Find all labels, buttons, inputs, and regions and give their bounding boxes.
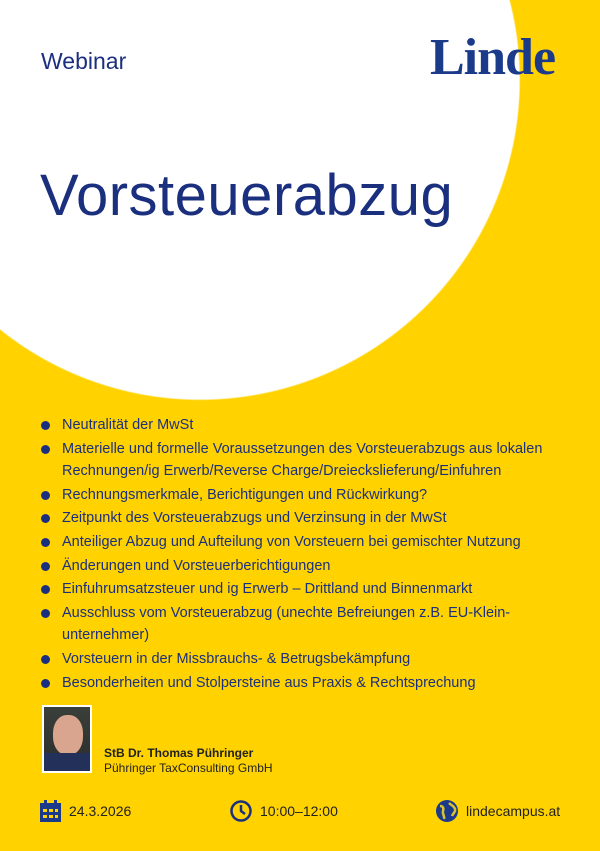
event-time bbox=[230, 800, 338, 822]
clock-icon bbox=[230, 800, 252, 822]
list-item bbox=[40, 484, 570, 507]
speaker-face bbox=[53, 715, 83, 755]
website-link[interactable]: lindecampus.at bbox=[466, 803, 561, 819]
website bbox=[436, 800, 560, 822]
time-text: 10:00–12:00 bbox=[260, 803, 338, 819]
topic-text: Materielle und formelle Voraussetzungen des Vorsteuerabzugs aus lokalen Rechnungen/ig Erwerb/Reverse Charge/Dreieckslieferung/Einfuhren bbox=[62, 440, 543, 480]
bullet-icon bbox=[41, 491, 50, 500]
topic-text: Besonderheiten und Stolpersteine aus Praxis & Rechtsprechung bbox=[62, 674, 476, 691]
list-item bbox=[40, 531, 570, 554]
list-item bbox=[40, 602, 570, 647]
linde-logo: Linde bbox=[430, 29, 556, 86]
topic-text: Einfuhrumsatzsteuer und ig Erwerb – Drittland und Binnenmarkt bbox=[62, 581, 473, 598]
event-date bbox=[40, 800, 131, 822]
list-item bbox=[40, 507, 570, 530]
list-item bbox=[40, 414, 570, 437]
list-item bbox=[40, 648, 570, 671]
bullet-icon bbox=[41, 585, 50, 594]
calendar-icon bbox=[40, 800, 61, 822]
topic-text: Anteiliger Abzug und Aufteilung von Vorsteuern bei gemischter Nutzung bbox=[62, 533, 521, 550]
globe-icon bbox=[436, 800, 458, 822]
bullet-icon bbox=[41, 421, 50, 430]
bullet-icon bbox=[41, 679, 50, 688]
speaker-name: StB Dr. Thomas Pühringer bbox=[104, 746, 254, 760]
date-text: 24.3.2026 bbox=[69, 803, 132, 819]
topic-text: Zeitpunkt des Vorsteuerabzugs und Verzinsung in der MwSt bbox=[62, 510, 447, 527]
speaker-info bbox=[104, 746, 273, 776]
topic-text: Neutralität der MwSt bbox=[62, 417, 194, 433]
speaker-photo bbox=[42, 705, 92, 773]
topic-text: Änderungen und Vorsteuerberichtigungen bbox=[62, 557, 331, 574]
bullet-icon bbox=[41, 655, 50, 664]
topic-list bbox=[40, 414, 570, 695]
speaker-shirt bbox=[44, 753, 90, 771]
bullet-icon bbox=[41, 445, 50, 454]
topic-text: Vorsteuern in der Missbrauchs- & Betrugsbekämpfung bbox=[62, 650, 411, 667]
bullet-icon bbox=[41, 514, 50, 523]
bullet-icon bbox=[41, 538, 50, 547]
bullet-icon bbox=[41, 562, 50, 571]
page-title: Vorsteuerabzug bbox=[40, 163, 454, 228]
list-item bbox=[40, 555, 570, 578]
topic-text: Ausschluss vom Vorsteuerabzug (unechte Befreiungen z.B. EU-Kleinunternehmer) bbox=[62, 604, 511, 644]
list-item bbox=[40, 438, 570, 483]
bullet-icon bbox=[41, 609, 50, 618]
speaker-company: Pühringer TaxConsulting GmbH bbox=[104, 761, 273, 775]
event-type: Webinar bbox=[41, 48, 127, 74]
list-item bbox=[40, 672, 570, 695]
topic-text: Rechnungsmerkmale, Berichtigungen und Rückwirkung? bbox=[62, 486, 428, 503]
list-item bbox=[40, 578, 570, 601]
